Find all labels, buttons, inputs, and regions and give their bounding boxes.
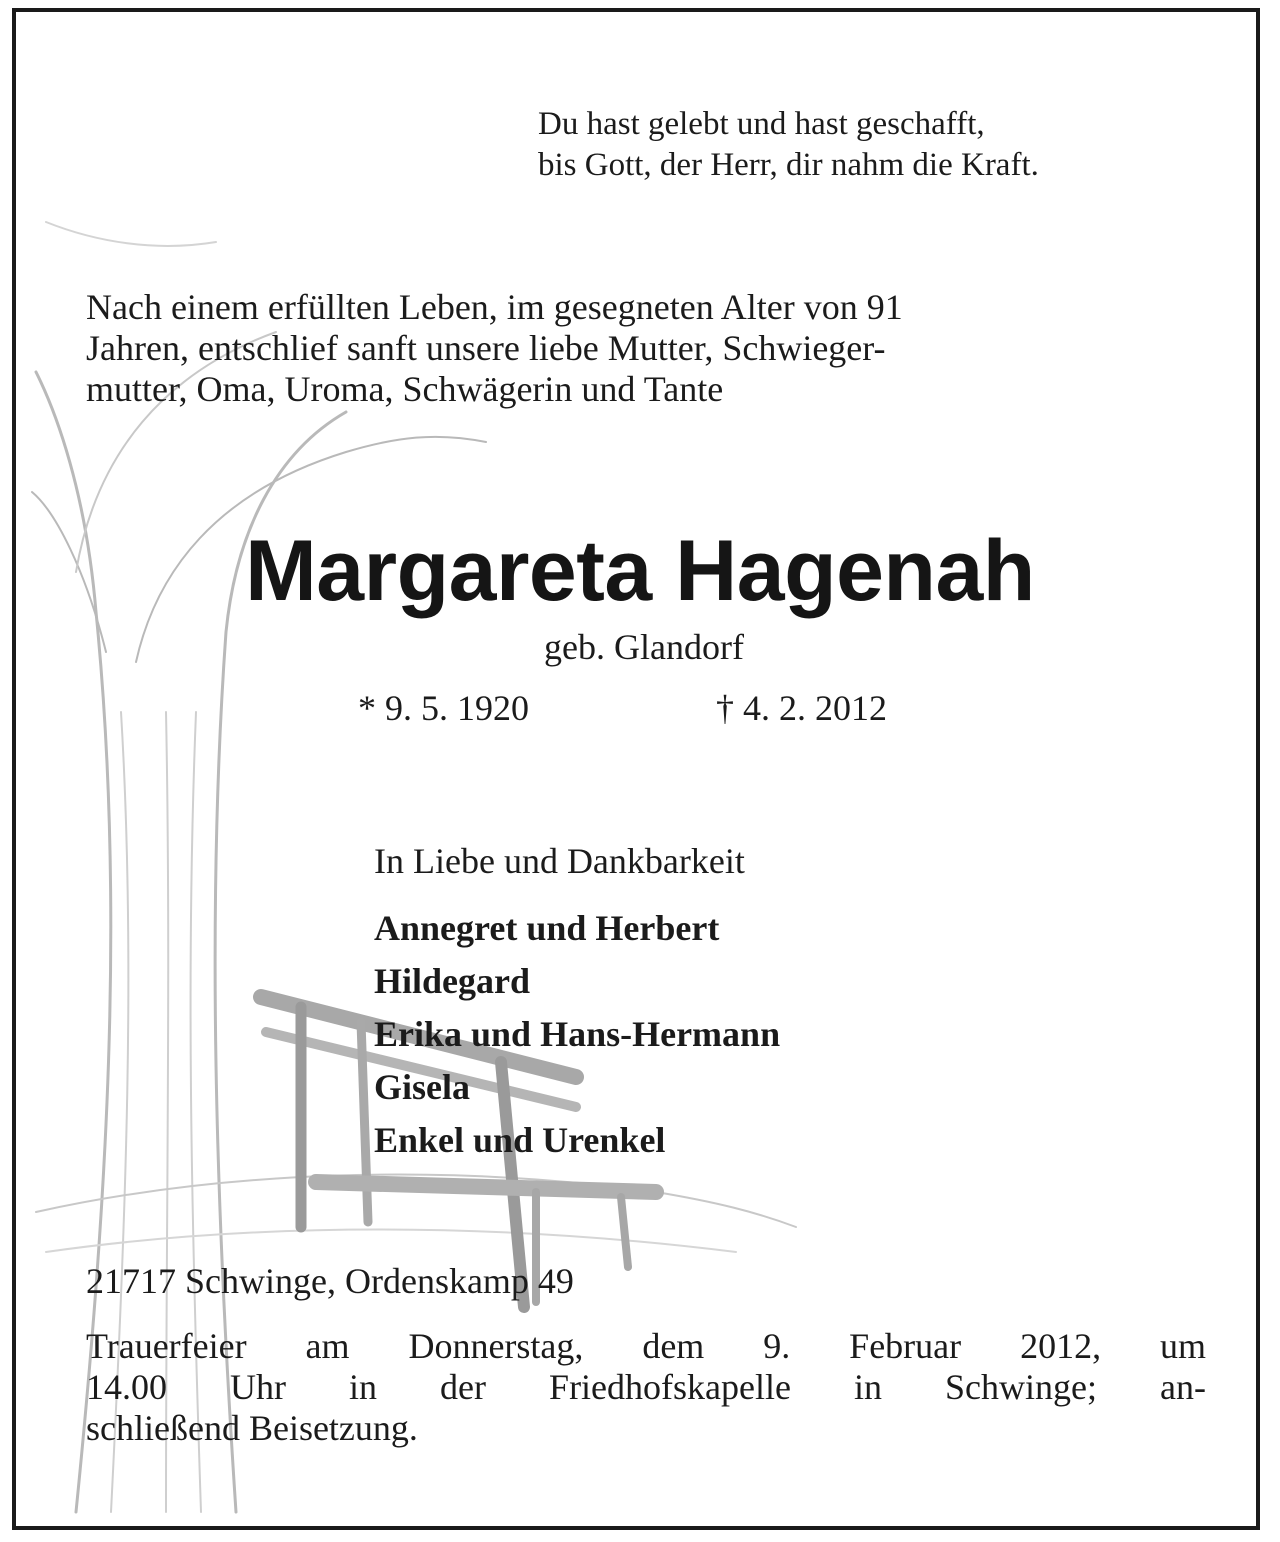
motto-verse	[538, 104, 1039, 186]
intro-line: Jahren, entschlief sanft unsere liebe Mutter, Schwieger-	[86, 328, 886, 368]
death-date: † 4. 2. 2012	[716, 688, 887, 728]
mourner-name: Gisela	[374, 1067, 470, 1107]
mourners-list	[374, 902, 780, 1167]
birth-name: geb. Glandorf	[544, 627, 744, 667]
birth-date: * 9. 5. 1920	[358, 688, 529, 728]
service-line: schließend Beisetzung.	[86, 1408, 418, 1448]
service-line: 14.00 Uhr in der Friedhofskapelle in Schwinge; an-	[86, 1367, 1206, 1407]
mourner-name: Hildegard	[374, 961, 531, 1001]
funeral-service-text	[86, 1326, 1206, 1449]
motto-line: Du hast gelebt und hast geschafft,	[538, 106, 985, 142]
mourners-heading: In Liebe und Dankbarkeit	[374, 841, 745, 881]
address: 21717 Schwinge, Ordenskamp 49	[86, 1261, 574, 1301]
intro-line: mutter, Oma, Uroma, Schwägerin und Tante	[86, 369, 724, 409]
service-line: Trauerfeier am Donnerstag, dem 9. Februar 2012, um	[86, 1326, 1206, 1366]
mourner-name: Annegret und Herbert	[374, 908, 720, 948]
motto-line: bis Gott, der Herr, dir nahm die Kraft.	[538, 147, 1039, 183]
intro-line: Nach einem erfüllten Leben, im gesegneten Alter von 91	[86, 287, 903, 327]
tree-and-bench-illustration	[16, 12, 1260, 1530]
intro-text	[86, 287, 1206, 410]
obituary-notice	[12, 8, 1260, 1530]
mourner-name: Enkel und Urenkel	[374, 1120, 666, 1160]
mourner-name: Erika und Hans-Hermann	[374, 1014, 781, 1054]
deceased-name: Margareta Hagenah	[245, 523, 1035, 619]
